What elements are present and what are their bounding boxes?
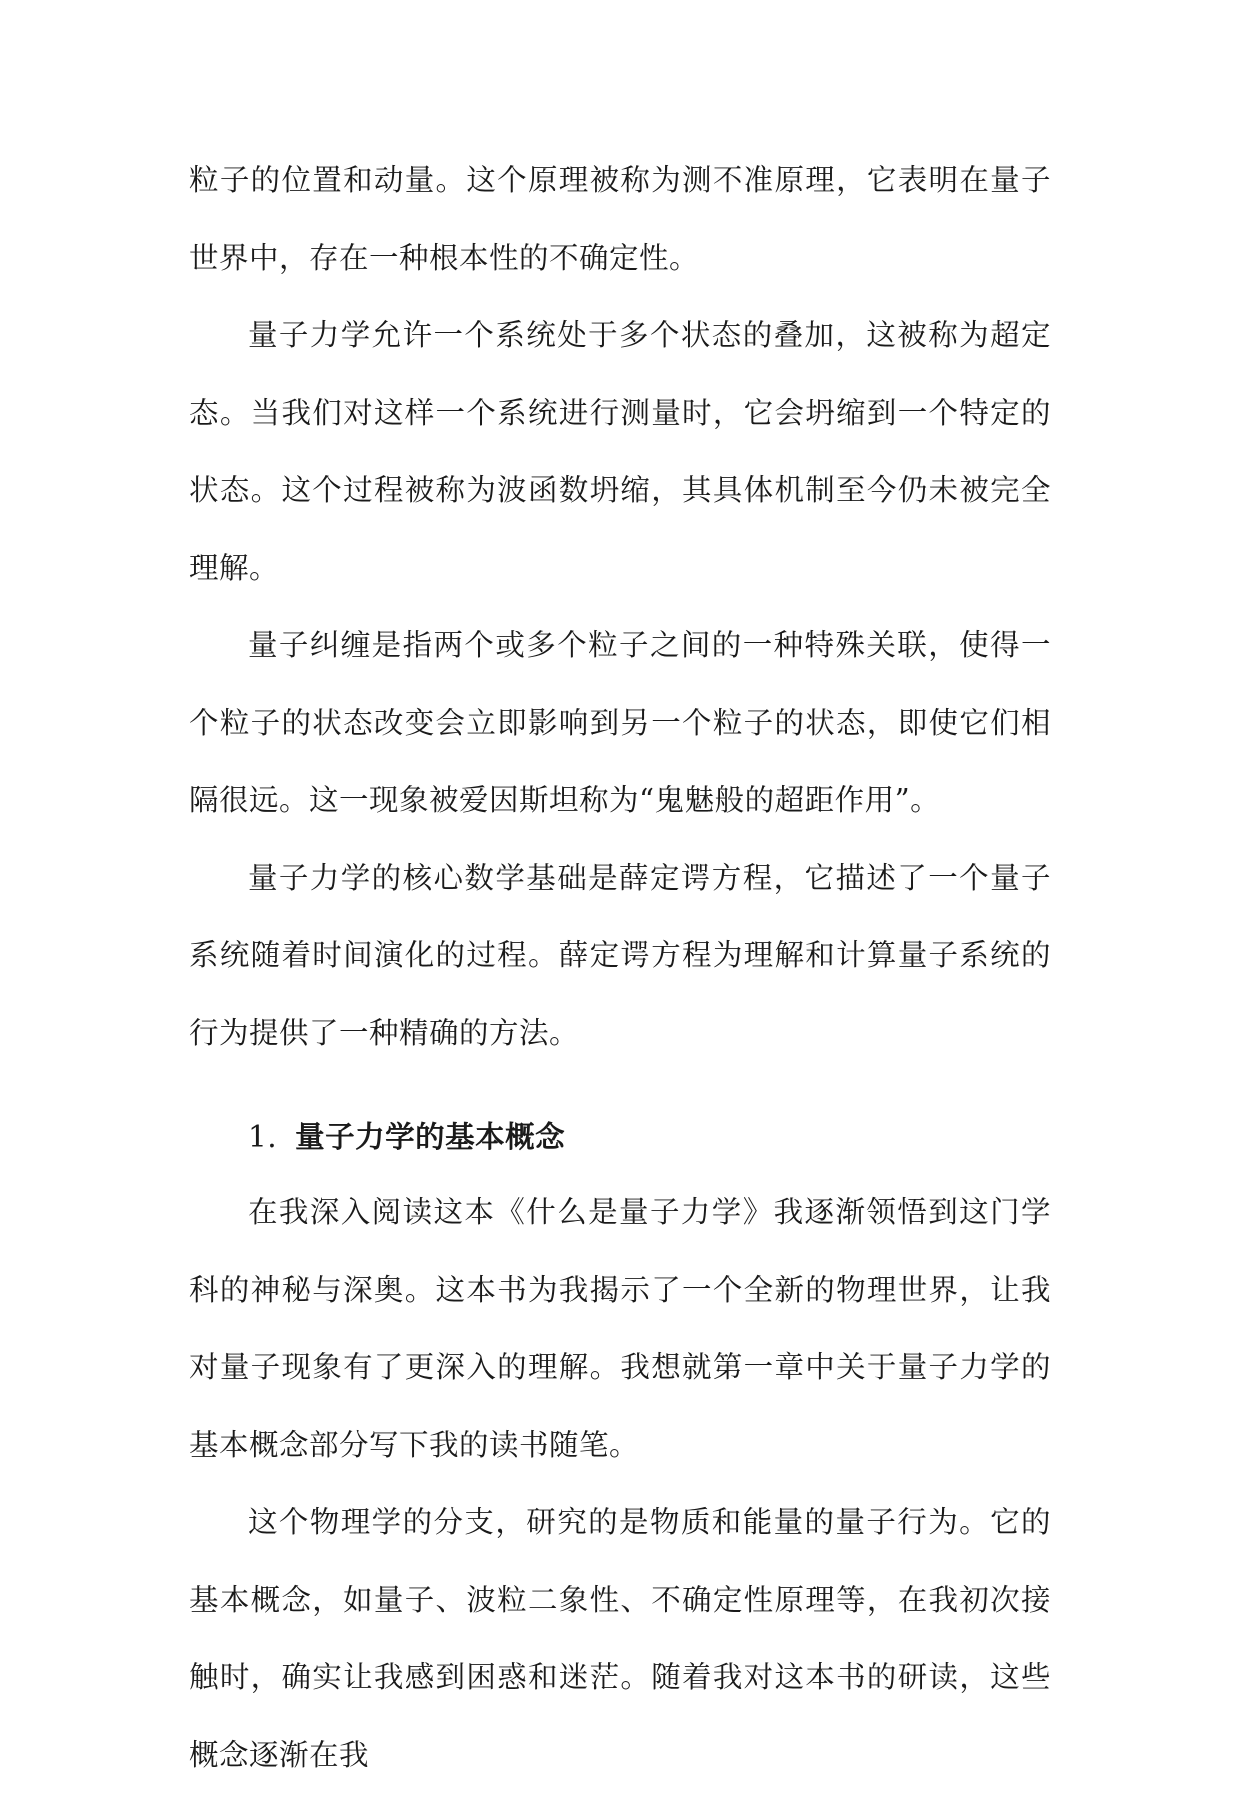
paragraph-superposition: 量子力学允许一个系统处于多个状态的叠加，这被称为超定态。当我们对这样一个系统进行测量时，它会坍缩到一个特定的状态。这个过程被称为波函数坍缩，其具体机制至今仍未被完全理解。 bbox=[189, 318, 1051, 585]
paragraph-schrodinger: 量子力学的核心数学基础是薛定谔方程，它描述了一个量子系统随着时间演化的过程。薛定谔方程为理解和计算量子系统的行为提供了一种精确的方法。 bbox=[189, 860, 1051, 1050]
paragraph-reading-intro: 在我深入阅读这本《什么是量子力学》我逐渐领悟到这门学科的神秘与深奥。这本书为我揭示了一个全新的物理世界，让我对量子现象有了更深入的理解。我想就第一章中关于量子力学的基本概念部分写下我的读书随笔。 bbox=[189, 1195, 1051, 1462]
section-title: 量子力学的基本概念 bbox=[295, 1120, 566, 1154]
section-heading bbox=[189, 1072, 1051, 1174]
document-page bbox=[189, 142, 1051, 1794]
paragraph-entanglement: 量子纠缠是指两个或多个粒子之间的一种特殊关联，使得一个粒子的状态改变会立即影响到另一个粒子的状态，即使它们相隔很远。这一现象被爱因斯坦称为“鬼魅般的超距作用”。 bbox=[189, 628, 1051, 817]
section-number: 1. bbox=[248, 1120, 278, 1154]
paragraph-basic-concepts: 这个物理学的分支，研究的是物质和能量的量子行为。它的基本概念，如量子、波粒二象性、不确定性原理等，在我初次接触时，确实让我感到困惑和迷茫。随着我对这本书的研读，这些概念逐渐在我 bbox=[189, 1505, 1051, 1772]
paragraph-uncertainty: 粒子的位置和动量。这个原理被称为测不准原理，它表明在量子世界中，存在一种根本性的不确定性。 bbox=[189, 163, 1051, 275]
